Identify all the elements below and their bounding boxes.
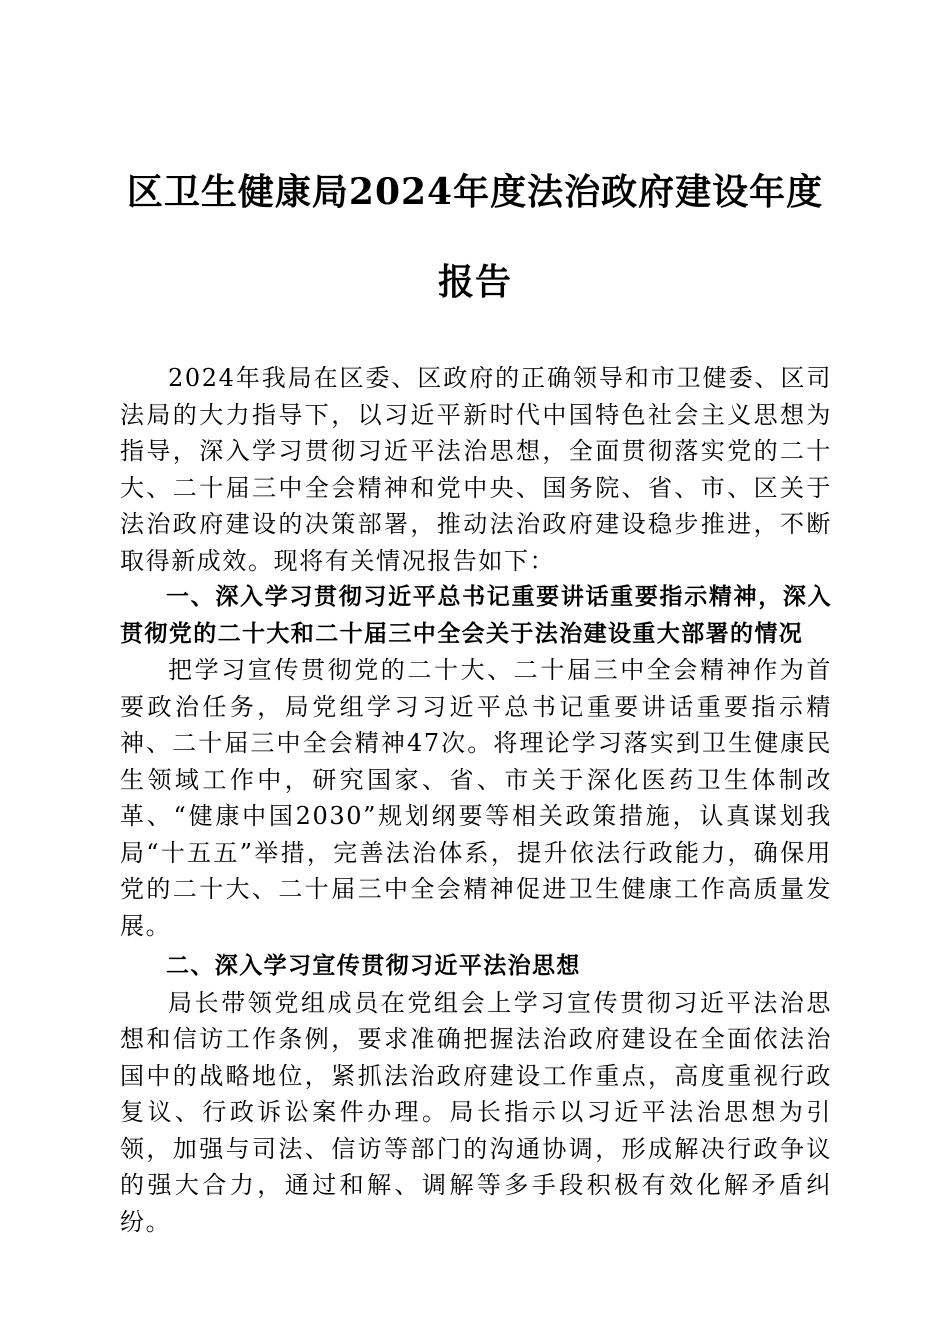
section-2-paragraph: 局长带领党组成员在党组会上学习宣传贯彻习近平法治思想和信访工作条例，要求准确把握法治政府建设在全面依法治国中的战略地位，紧抓法治政府建设工作重点，高度重视行政复议、行政诉讼案件办理。局长指示以习近平法治思想为引领，加强与司法、信访等部门的沟通协调，形成解决行政争议的强大合力，通过和解、调解等多手段积极有效化解矛盾纠纷。 — [120, 988, 832, 1236]
section-heading-1: 一、深入学习贯彻习近平总书记重要讲话重要指示精神，深入贯彻党的二十大和二十届三中全会关于法治建设重大部署的情况 — [120, 584, 832, 647]
section-heading-2: 二、深入学习宣传贯彻习近平法治思想 — [166, 953, 581, 979]
document-title: 区卫生健康局2024年度法治政府建设年度报告 — [126, 171, 824, 303]
section-1-paragraph: 把学习宣传贯彻党的二十大、二十届三中全会精神作为首要政治任务，局党组学习习近平总书记重要讲话重要指示精神、二十届三中全会精神47次。将理论学习落实到卫生健康民生领域工作中，研究国家、省、市关于深化医药卫生体制改革、“健康中国2030”规划纲要等相关政策措施，认真谋划我局“十五五”举措，完善法治体系，提升依法行政能力，确保用党的二十大、二十届三中全会精神促进卫生健康工作高质量发展。 — [120, 656, 832, 940]
intro-paragraph: 2024年我局在区委、区政府的正确领导和市卫健委、区司法局的大力指导下，以习近平新时代中国特色社会主义思想为指导，深入学习贯彻习近平法治思想，全面贯彻落实党的二十大、二十届三中全会精神和党中央、国务院、省、市、区关于法治政府建设的决策部署，推动法治政府建设稳步推进，不断取得新成效。现将有关情况报告如下： — [120, 364, 832, 575]
document-body — [120, 360, 832, 1240]
